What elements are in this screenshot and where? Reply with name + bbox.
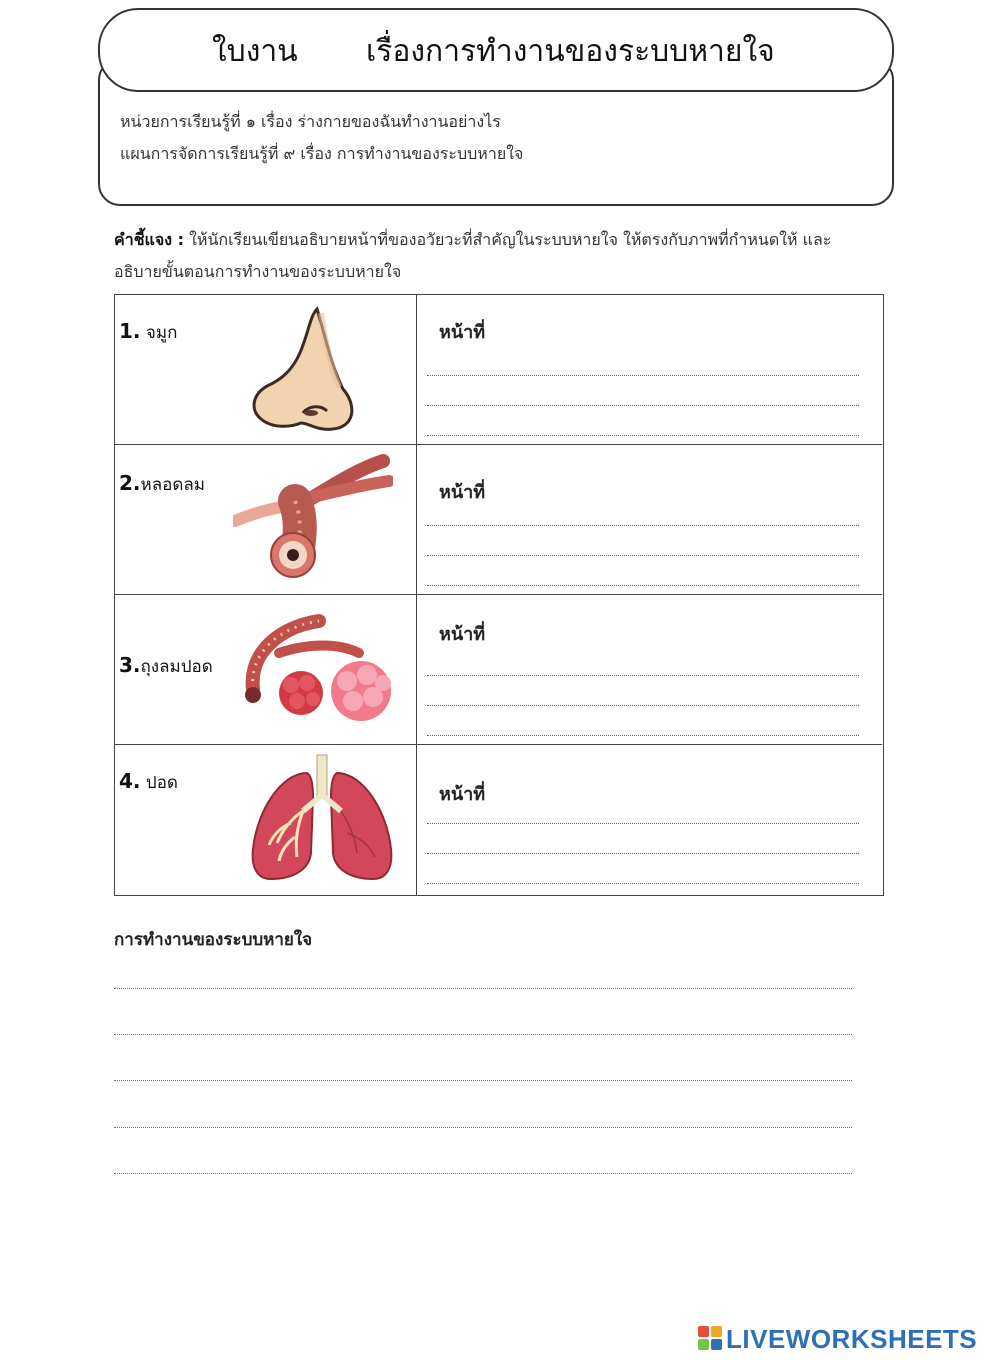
nose-picture — [247, 305, 363, 433]
organ-cell — [115, 445, 417, 594]
brand-name: LIVEWORKSHEETS — [726, 1323, 978, 1354]
organ-cell — [115, 745, 417, 895]
table-row — [115, 295, 882, 445]
process-answer-line[interactable] — [114, 988, 852, 989]
trachea-picture — [233, 451, 393, 579]
answer-line[interactable] — [427, 823, 859, 824]
organ-number: 2. — [119, 471, 141, 495]
answer-line[interactable] — [427, 435, 859, 436]
organ-label — [119, 319, 177, 346]
process-answer-line[interactable] — [114, 1127, 852, 1128]
organ-table — [114, 294, 884, 896]
duty-label: หน้าที่ — [439, 784, 486, 805]
organ-label — [119, 471, 205, 498]
answer-cell — [417, 595, 882, 744]
answer-line[interactable] — [427, 585, 859, 586]
process-title: การทำงานของระบบหายใจ — [114, 930, 313, 950]
table-row — [115, 745, 882, 895]
duty-label: หน้าที่ — [439, 624, 486, 645]
answer-line[interactable] — [427, 555, 859, 556]
instructions-label: คำชี้แจง : — [114, 230, 185, 249]
answer-line[interactable] — [427, 525, 859, 526]
organ-number: 3. — [119, 653, 141, 677]
organ-name: ถุงลมปอด — [140, 657, 213, 677]
organ-name: จมูก — [145, 323, 178, 343]
liveworksheets-brand — [698, 1323, 977, 1355]
organ-cell — [115, 295, 417, 444]
liveworksheets-logo-icon — [698, 1326, 724, 1352]
table-row — [115, 445, 882, 595]
organ-cell — [115, 595, 417, 744]
answer-cell — [417, 295, 882, 444]
organ-name: หลอดลม — [140, 475, 206, 495]
duty-label: หน้าที่ — [439, 482, 486, 503]
title-banner — [98, 8, 894, 92]
answer-line[interactable] — [427, 735, 859, 736]
answer-line[interactable] — [427, 675, 859, 676]
answer-line[interactable] — [427, 405, 859, 406]
answer-cell — [417, 745, 882, 895]
plan-line: แผนการจัดการเรียนรู้ที่ ๙ เรื่อง การทำงานของระบบหายใจ — [120, 144, 524, 163]
page-title: เรื่องการทำงานของระบบหายใจ — [366, 34, 775, 69]
instructions-text: ให้นักเรียนเขียนอธิบายหน้าที่ของอวัยวะที่สำคัญในระบบหายใจ ให้ตรงกับภาพที่กำหนดให้ และอธิบายขั้นตอนการทำงานของระบบหายใจ — [114, 230, 832, 281]
table-row — [115, 595, 882, 745]
answer-line[interactable] — [427, 883, 859, 884]
instructions — [114, 224, 874, 288]
organ-number: 4. — [119, 769, 141, 793]
organ-name: ปอด — [145, 773, 178, 793]
organ-label — [119, 653, 213, 680]
answer-line[interactable] — [427, 853, 859, 854]
worksheet-header — [98, 8, 894, 204]
process-answer-line[interactable] — [114, 1080, 852, 1081]
title-word: ใบงาน — [212, 34, 298, 69]
unit-line: หน่วยการเรียนรู้ที่ ๑ เรื่อง ร่างกายของฉันทำงานอย่างไร — [120, 112, 501, 131]
answer-cell — [417, 445, 882, 594]
process-answer-line[interactable] — [114, 1173, 852, 1174]
lungs-picture — [247, 753, 397, 885]
alveoli-picture — [239, 613, 403, 729]
process-answer-line[interactable] — [114, 1034, 852, 1035]
organ-label — [119, 769, 178, 796]
organ-number: 1. — [119, 319, 141, 343]
answer-line[interactable] — [427, 375, 859, 376]
answer-line[interactable] — [427, 705, 859, 706]
duty-label: หน้าที่ — [439, 322, 486, 343]
